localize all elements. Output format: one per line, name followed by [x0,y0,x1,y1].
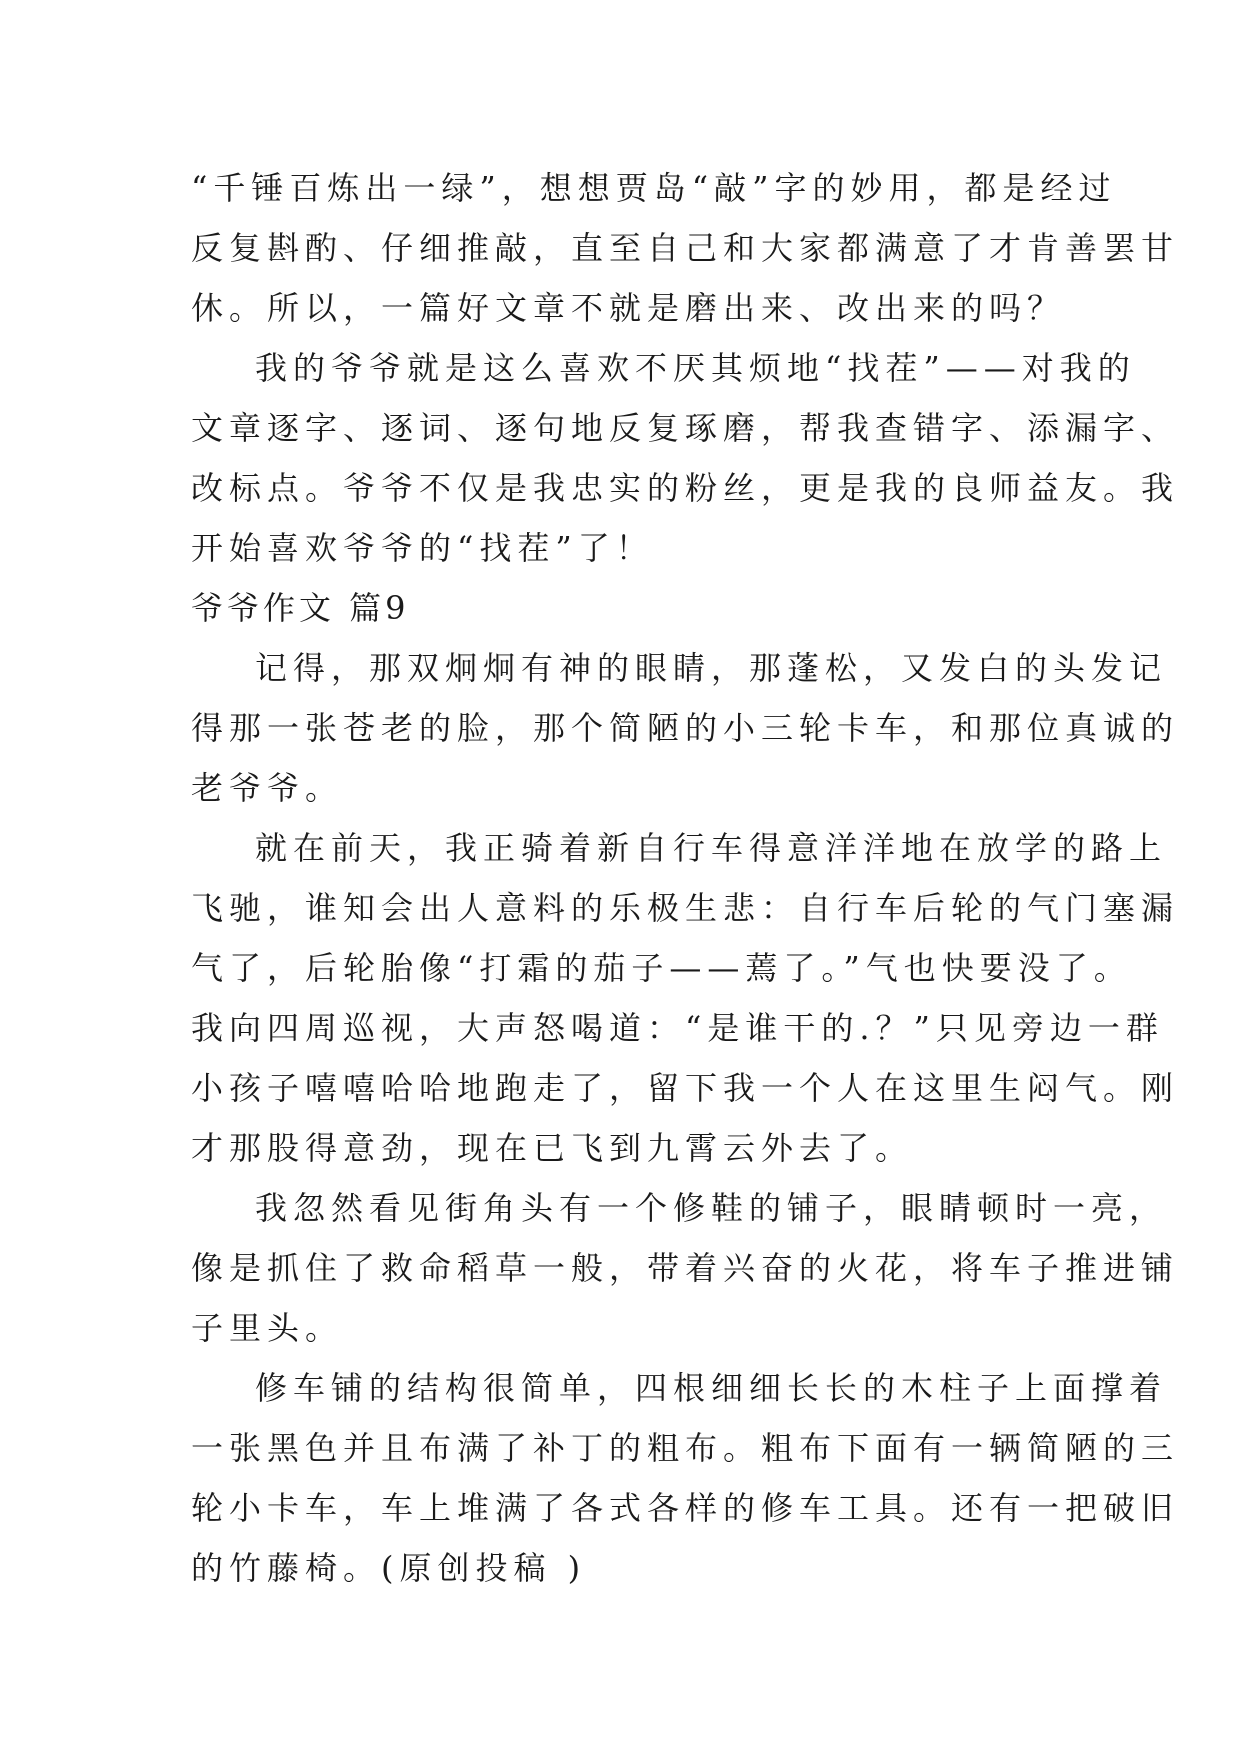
section-heading [191,578,1051,638]
document-body [191,158,1180,1598]
text-line: “千锤百炼出一绿”，想想贾岛“敲”字的妙用，都是经过 [191,169,1117,207]
text-line: 老爷爷。 [191,769,344,807]
paragraph [191,338,1180,578]
text-line: 才那股得意劲，现在已飞到九霄云外去了。 [191,1129,914,1167]
text-line: 像是抓住了救命稻草一般，带着兴奋的火花，将车子推进铺 [191,1249,1180,1287]
text-line: 文章逐字、逐词、逐句地反复琢磨，帮我查错字、添漏字、 [191,409,1180,447]
text-line: 就在前天，我正骑着新自行车得意洋洋地在放学的路上 [255,829,1168,867]
text-line: 开始喜欢爷爷的“找茬”了！ [191,529,654,567]
paragraph [191,818,1180,1178]
text-line: 改标点。爷爷不仅是我忠实的粉丝，更是我的良师益友。我 [191,469,1180,507]
text-line: 修车铺的结构很简单，四根细细长长的木柱子上面撑着 [255,1369,1168,1407]
paragraph [191,638,1180,818]
text-line: 气了，后轮胎像“打霜的茄子——蔫了。”气也快要没了。 [191,949,1132,987]
text-line: 轮小卡车，车上堆满了各式各样的修车工具。还有一把破旧 [191,1489,1180,1527]
text-line: 的竹藤椅。(原创投稿 ) [191,1549,587,1587]
text-line: 飞驰，谁知会出人意料的乐极生悲：自行车后轮的气门塞漏 [191,889,1180,927]
text-line: 记得，那双炯炯有神的眼睛，那蓬松，又发白的头发记 [255,649,1168,687]
text-line: 小孩子嘻嘻哈哈地跑走了，留下我一个人在这里生闷气。刚 [191,1069,1180,1107]
text-line: 反复斟酌、仔细推敲，直至自己和大家都满意了才肯善罢甘 [191,229,1180,267]
text-line: 一张黑色并且布满了补丁的粗布。粗布下面有一辆简陋的三 [191,1429,1180,1467]
paragraph [191,1358,1180,1598]
heading-text: 爷爷作文 篇9 [191,589,410,627]
text-line: 得那一张苍老的脸，那个简陋的小三轮卡车，和那位真诚的 [191,709,1180,747]
text-line: 我忽然看见街角头有一个修鞋的铺子，眼睛顿时一亮， [255,1189,1168,1227]
text-line: 休。所以，一篇好文章不就是磨出来、改出来的吗？ [191,289,1066,327]
text-line: 子里头。 [191,1309,344,1347]
text-line: 我的爷爷就是这么喜欢不厌其烦地“找茬”——对我的 [255,349,1136,387]
paragraph [191,1178,1180,1358]
paragraph [191,158,1180,338]
text-line: 我向四周巡视，大声怒喝道：“是谁干的.？”只见旁边一群 [191,1009,1164,1047]
